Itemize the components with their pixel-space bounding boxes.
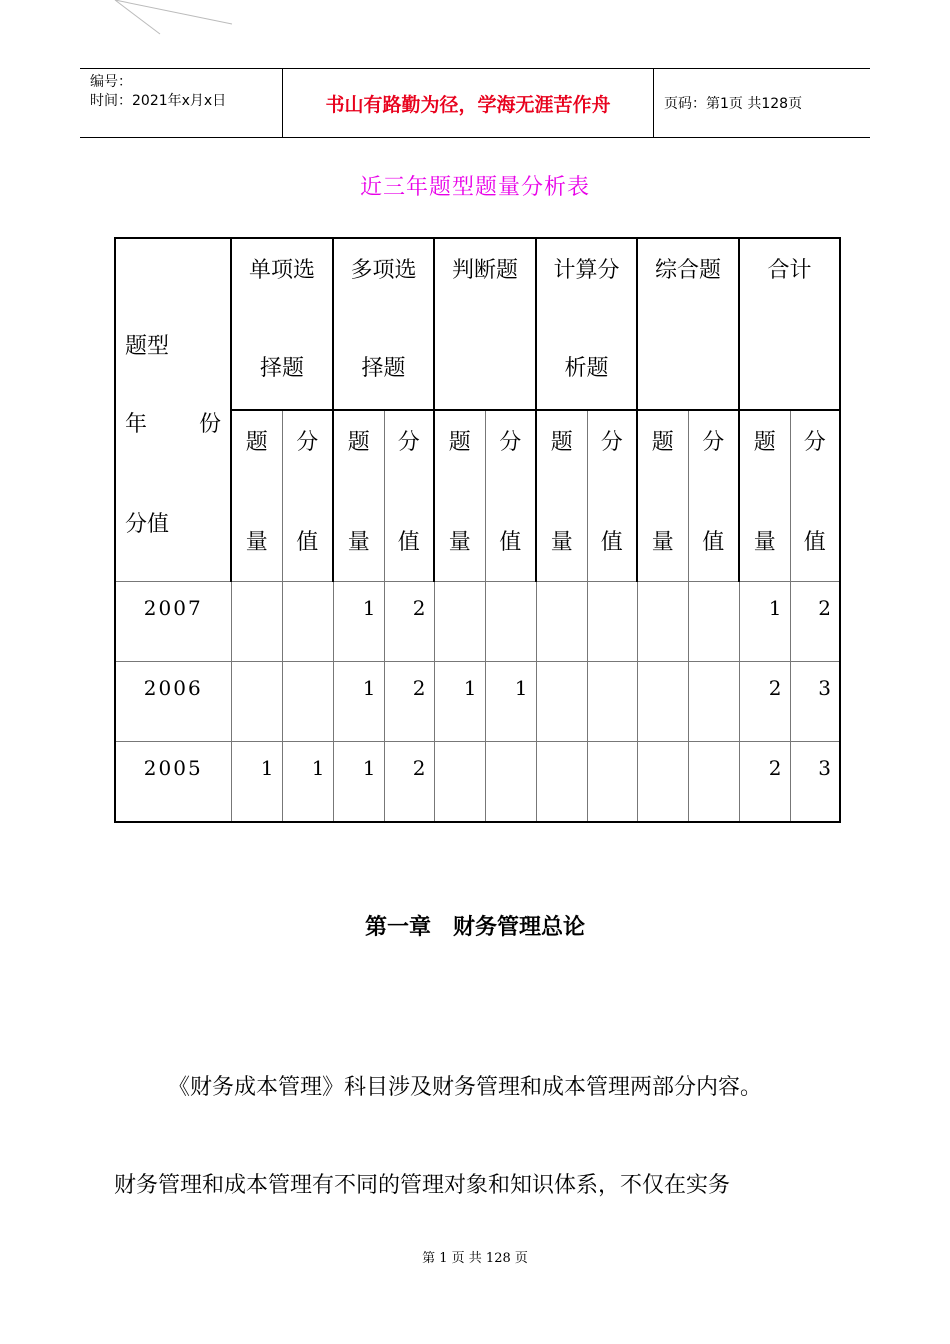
group-header-calculation: 计算分 析题 xyxy=(536,238,637,410)
group-header-single-choice: 单项选 择题 xyxy=(231,238,333,410)
table-title: 近三年题型题量分析表 xyxy=(359,175,590,200)
subheader-score: 分 值 xyxy=(790,410,840,582)
group-header-comprehensive: 综合题 xyxy=(637,238,739,410)
corner-decoration xyxy=(0,0,240,40)
header-motto: 书山有路勤为径，学海无涯苦作舟 xyxy=(282,69,654,137)
row-header-cell xyxy=(115,238,231,582)
table-row: 2005 1 1 1 2 2 3 xyxy=(115,742,840,822)
row-header-score: 分值 xyxy=(125,512,170,537)
header-page-info: 页码：第1页 共128页 xyxy=(664,96,803,112)
subheader-score: 分 值 xyxy=(384,410,434,582)
subheader-count: 题 量 xyxy=(434,410,485,582)
subheader-count: 题 量 xyxy=(536,410,587,582)
paragraph-line-1: 《财务成本管理》科目涉及财务管理和成本管理两部分内容。 xyxy=(168,1075,763,1100)
table-row: 2006 1 2 1 1 2 3 xyxy=(115,662,840,742)
subheader-count: 题 量 xyxy=(739,410,790,582)
table-row: 2007 1 2 1 2 xyxy=(115,582,840,662)
group-header-total: 合计 xyxy=(739,238,840,410)
question-analysis-table xyxy=(114,237,841,823)
page-footer: 第 1 页 共 128 页 xyxy=(422,1251,528,1266)
subheader-count: 题 量 xyxy=(637,410,688,582)
chapter-title: 第一章 财务管理总论 xyxy=(364,915,585,940)
subheader-count: 题 量 xyxy=(333,410,384,582)
subheader-score: 分 值 xyxy=(587,410,637,582)
row-header-type: 题型 xyxy=(125,334,170,359)
time-label: 时间：2021年x月x日 xyxy=(90,93,227,109)
row-header-year: 年 份 xyxy=(125,412,221,437)
subheader-score: 分 值 xyxy=(485,410,536,582)
year-cell: 2005 xyxy=(115,742,231,822)
page-header xyxy=(80,68,870,138)
subheader-score: 分 值 xyxy=(282,410,333,582)
subheader-count: 题 量 xyxy=(231,410,282,582)
year-cell: 2007 xyxy=(115,582,231,662)
group-header-multi-choice: 多项选 择题 xyxy=(333,238,434,410)
code-label: 编号： xyxy=(90,74,132,90)
subheader-score: 分 值 xyxy=(688,410,739,582)
year-cell: 2006 xyxy=(115,662,231,742)
header-meta xyxy=(80,69,282,137)
group-header-true-false: 判断题 xyxy=(434,238,536,410)
paragraph-line-2: 财务管理和成本管理有不同的管理对象和知识体系，不仅在实务 xyxy=(114,1173,731,1198)
